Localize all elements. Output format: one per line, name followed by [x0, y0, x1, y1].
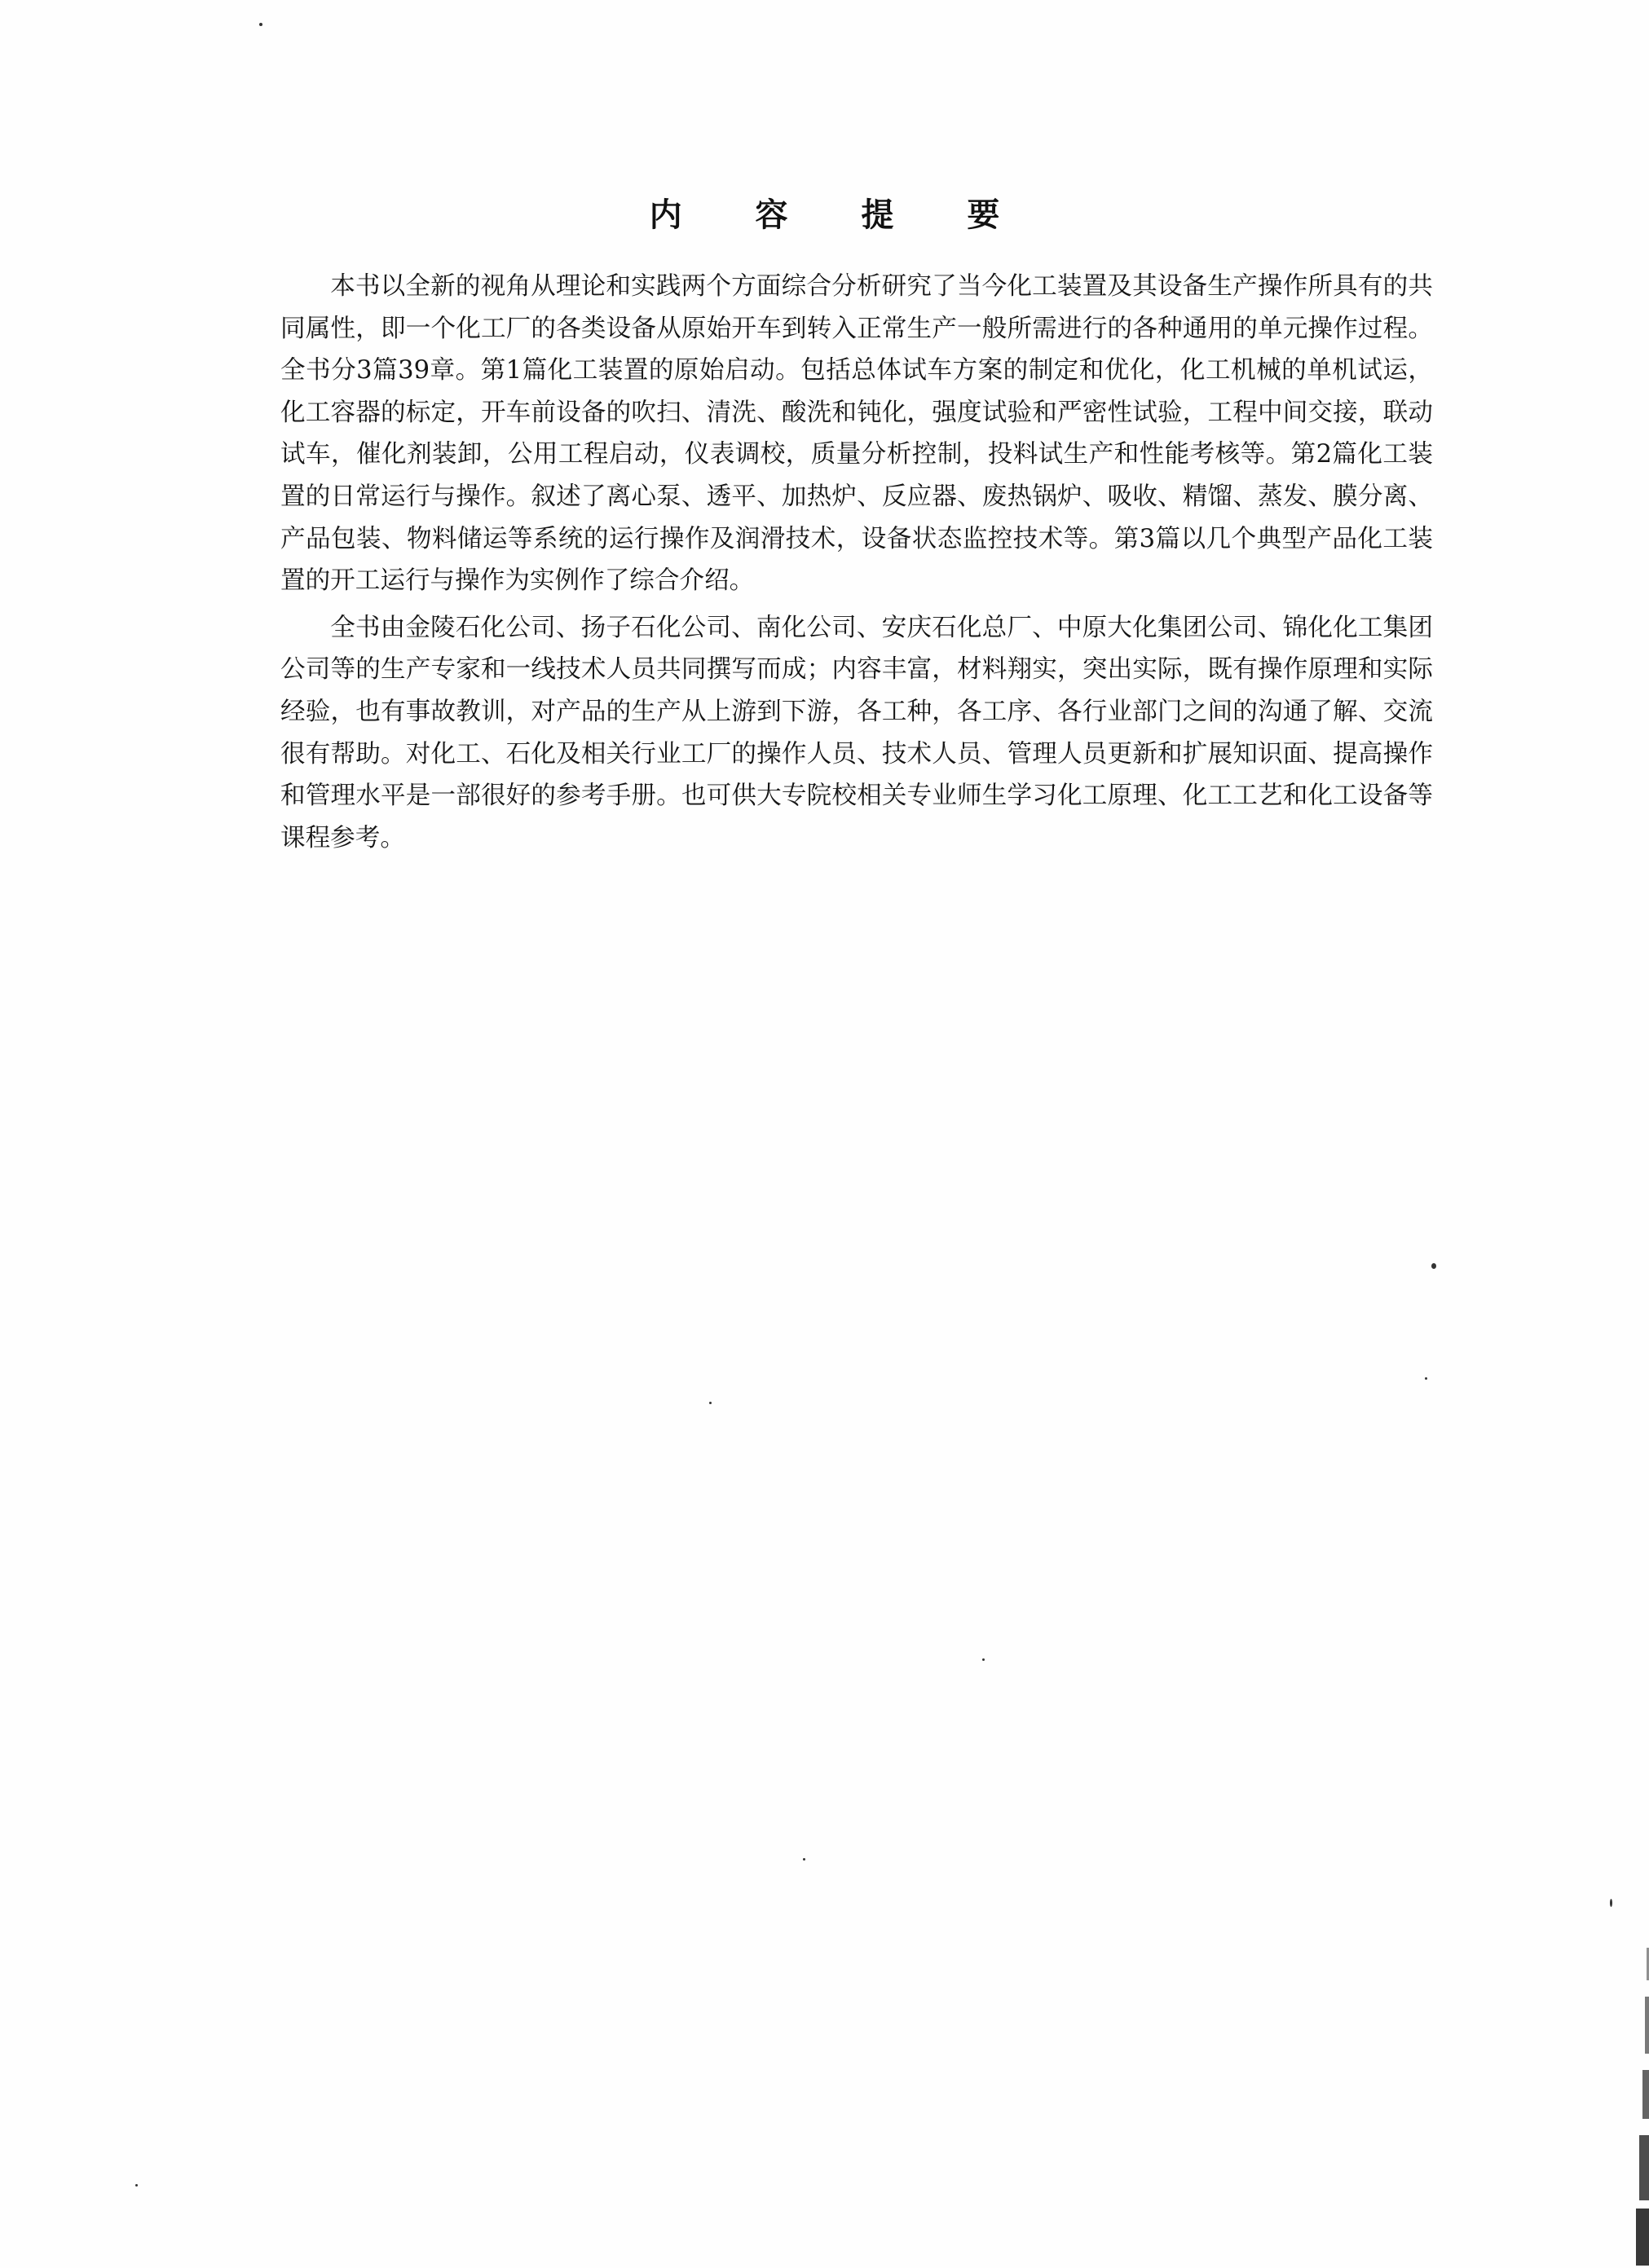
page-title: 内 容 提 要 [649, 196, 1031, 234]
scan-edge-shadow [1631, 1948, 1649, 2266]
scan-speck [709, 1402, 712, 1404]
scan-speck [803, 1858, 805, 1861]
scan-speck [1610, 1899, 1612, 1907]
summary-body [280, 266, 1433, 864]
scan-speck [1425, 1377, 1427, 1380]
scan-speck [135, 2184, 138, 2187]
summary-paragraph-2: 全书由金陵石化公司、扬子石化公司、南化公司、安庆石化总厂、中原大化集团公司、锦化化工集团公司等的生产专家和一线技术人员共同撰写而成；内容丰富，材料翔实，突出实际，既有操作原理和实际经验，也有事故教训，对产品的生产从上游到下游，各工种，各工序、各行业部门之间的沟通了解、交流很有帮助。对化工、石化及相关行业工厂的操作人员、技术人员、管理人员更新和扩展知识面、提高操作和管理水平是一部很好的参考手册。也可供大专院校相关专业师生学习化工原理、化工工艺和化工设备等课程参考。 [280, 613, 1433, 852]
scan-speck [259, 23, 262, 26]
scan-speck [1431, 1263, 1436, 1269]
scan-speck [982, 1658, 985, 1661]
summary-paragraph-1: 本书以全新的视角从理论和实践两个方面综合分析研究了当今化工装置及其设备生产操作所具有的共同属性，即一个化工厂的各类设备从原始开车到转入正常生产一般所需进行的各种通用的单元操作过程。全书分3篇39章。第1篇化工装置的原始启动。包括总体试车方案的制定和优化，化工机械的单机试运，化工容器的标定，开车前设备的吹扫、清洗、酸洗和钝化，强度试验和严密性试验，工程中间交接，联动试车，催化剂装卸，公用工程启动，仪表调校，质量分析控制，投料试生产和性能考核等。第2篇化工装置的日常运行与操作。叙述了离心泵、透平、加热炉、反应器、废热锅炉、吸收、精馏、蒸发、膜分离、产品包装、物料储运等系统的运行操作及润滑技术，设备状态监控技术等。第3篇以几个典型产品化工装置的开工运行与操作为实例作了综合介绍。 [280, 272, 1433, 596]
